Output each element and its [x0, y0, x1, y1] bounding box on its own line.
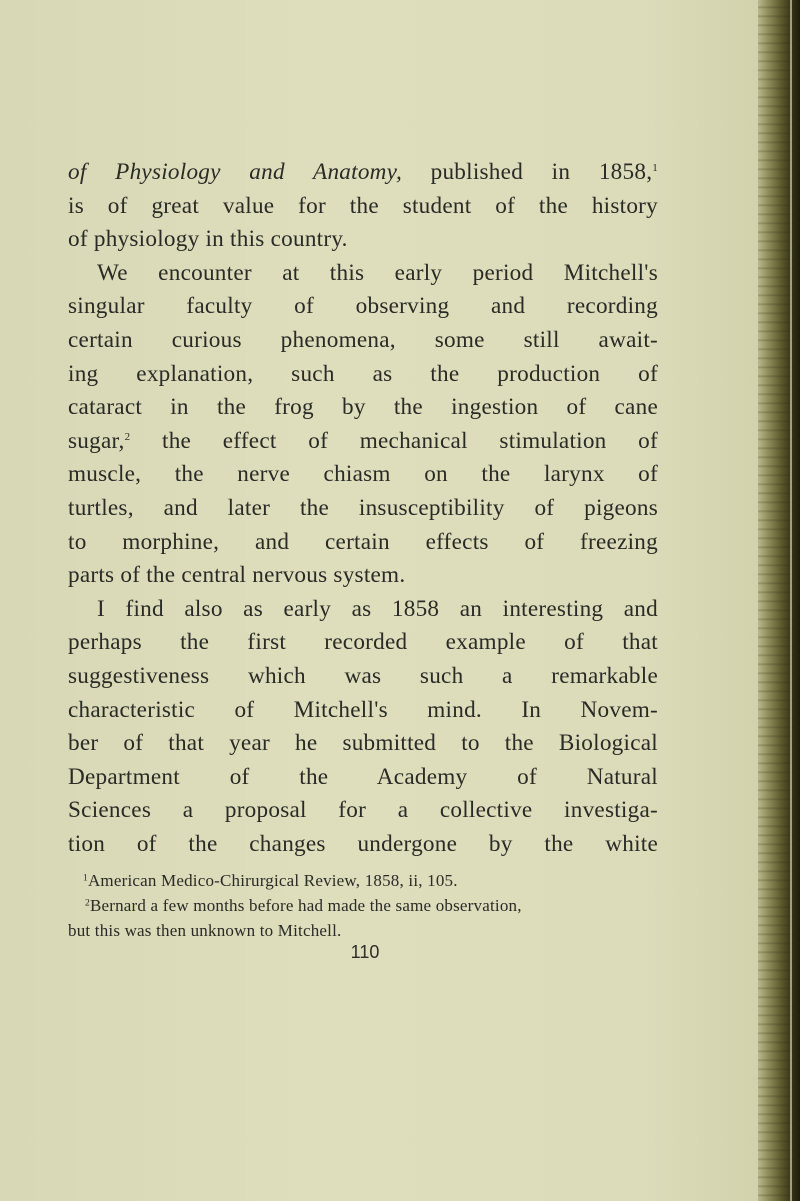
page-number: 110 [350, 942, 380, 962]
footnote-ref: 2 [124, 430, 131, 443]
footnotes [68, 868, 658, 943]
text-line: to morphine, and certain effects of freezing [68, 528, 658, 555]
footnote-2: $^2$Bernard a few months before had made the same observation, [85, 896, 522, 915]
text-line: Sciences a proposal for a collective investiga- [68, 797, 658, 824]
text-line: Department of the Academy of Natural [68, 763, 658, 790]
footnote-2-continued: but this was then unknown to Mitchell. [68, 921, 342, 940]
text-line: is of great value for the student of the history [68, 192, 658, 219]
text-line: sugar,$^2$ the effect of mechanical stimulation of [68, 427, 658, 454]
footnote-1: $^1$American Medico-Chirurgical Review, 1858, ii, 105. [83, 871, 458, 890]
page-edge-highlight [790, 0, 792, 1201]
footnote-ref: 1 [652, 161, 658, 174]
text-line: ber of that year he submitted to the Biological [68, 730, 658, 757]
text-line: suggestiveness which was such a remarkable [68, 662, 658, 689]
text-line: cataract in the frog by the ingestion of cane [68, 394, 658, 421]
text-line: certain curious phenomena, some still await- [68, 326, 658, 353]
text-line: turtles, and later the insusceptibility of pigeons [68, 494, 658, 521]
text-line: muscle, the nerve chiasm on the larynx of [68, 461, 658, 488]
text-line: tion of the changes undergone by the white [68, 830, 658, 857]
text-line: I find also as early as 1858 an interesting and [97, 595, 658, 622]
text-line: We encounter at this early period Mitchell's [97, 259, 658, 286]
text-line: characteristic of Mitchell's mind. In Novem- [68, 696, 658, 723]
footnote-mark: 2 [85, 898, 90, 909]
text-line: of physiology in this country. [68, 226, 348, 253]
text-line: ing explanation, such as the production of [68, 360, 658, 387]
text-line: perhaps the first recorded example of that [68, 629, 658, 656]
body-text [68, 156, 658, 861]
footnote-mark: 1 [83, 873, 88, 884]
text-line: singular faculty of observing and recording [68, 293, 658, 320]
text-line: parts of the central nervous system. [68, 562, 406, 589]
text-line: of Physiology and Anatomy, published in 1858,$^1$ [68, 159, 658, 185]
page-edge-shadow [758, 0, 800, 1201]
journal-title: of Physiology and Anatomy, [68, 159, 402, 185]
